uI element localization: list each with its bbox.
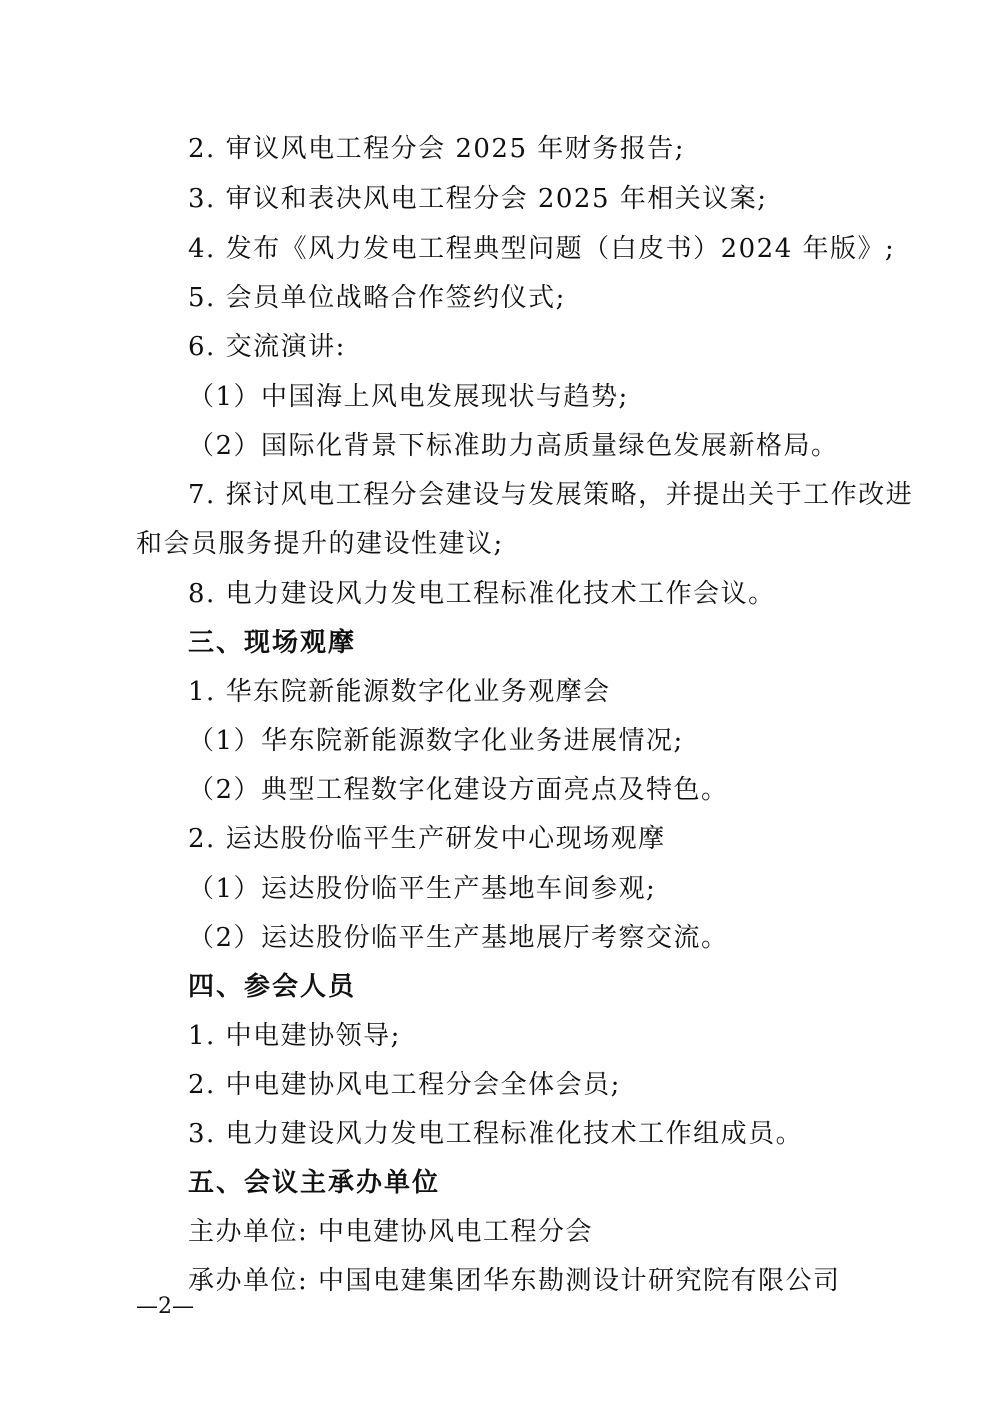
site-visit-subitem-2-2: （2）运达股份临平生产基地展厅考察交流。 (188, 923, 729, 953)
site-visit-subitem-1-2: （2）典型工程数字化建设方面亮点及特色。 (188, 775, 729, 805)
site-visit-item-1: 1. 华东院新能源数字化业务观摩会 (188, 677, 611, 707)
agenda-item-3: 3. 审议和表决风电工程分会 2025 年相关议案; (188, 184, 768, 214)
agenda-subitem-6-2: （2）国际化背景下标准助力高质量绿色发展新格局。 (188, 431, 839, 461)
organizer-host: 主办单位: 中电建协风电工程分会 (188, 1217, 594, 1247)
page-number: —2— (136, 1294, 194, 1319)
site-visit-subitem-2-1: （1）运达股份临平生产基地车间参观; (188, 874, 657, 904)
attendee-item-1: 1. 中电建协领导; (188, 1021, 401, 1051)
attendee-item-2: 2. 中电建协风电工程分会全体会员; (188, 1070, 621, 1100)
agenda-item-7-line-2: 和会员服务提升的建设性建议; (136, 529, 504, 559)
organizer-co-host: 承办单位: 中国电建集团华东勘测设计研究院有限公司 (188, 1266, 841, 1296)
agenda-item-7-line-1: 7. 探讨风电工程分会建设与发展策略，并提出关于工作改进 (188, 480, 914, 510)
agenda-subitem-6-1: （1）中国海上风电发展现状与趋势; (188, 382, 629, 412)
agenda-item-5: 5. 会员单位战略合作签约仪式; (188, 283, 566, 313)
agenda-item-8: 8. 电力建设风力发电工程标准化技术工作会议。 (188, 579, 776, 609)
section-heading-organizers: 五、会议主承办单位 (188, 1168, 441, 1198)
attendee-item-3: 3. 电力建设风力发电工程标准化技术工作组成员。 (188, 1119, 804, 1149)
site-visit-item-2: 2. 运达股份临平生产研发中心现场观摩 (188, 824, 666, 854)
site-visit-subitem-1-1: （1）华东院新能源数字化业务进展情况; (188, 726, 684, 756)
section-heading-site-visit: 三、现场观摩 (188, 628, 357, 658)
agenda-item-4: 4. 发布《风力发电工程典型问题（白皮书）2024 年版》; (188, 234, 896, 264)
agenda-item-6: 6. 交流演讲: (188, 332, 346, 362)
agenda-item-2: 2. 审议风电工程分会 2025 年财务报告; (188, 134, 686, 164)
section-heading-attendees: 四、参会人员 (188, 972, 357, 1002)
